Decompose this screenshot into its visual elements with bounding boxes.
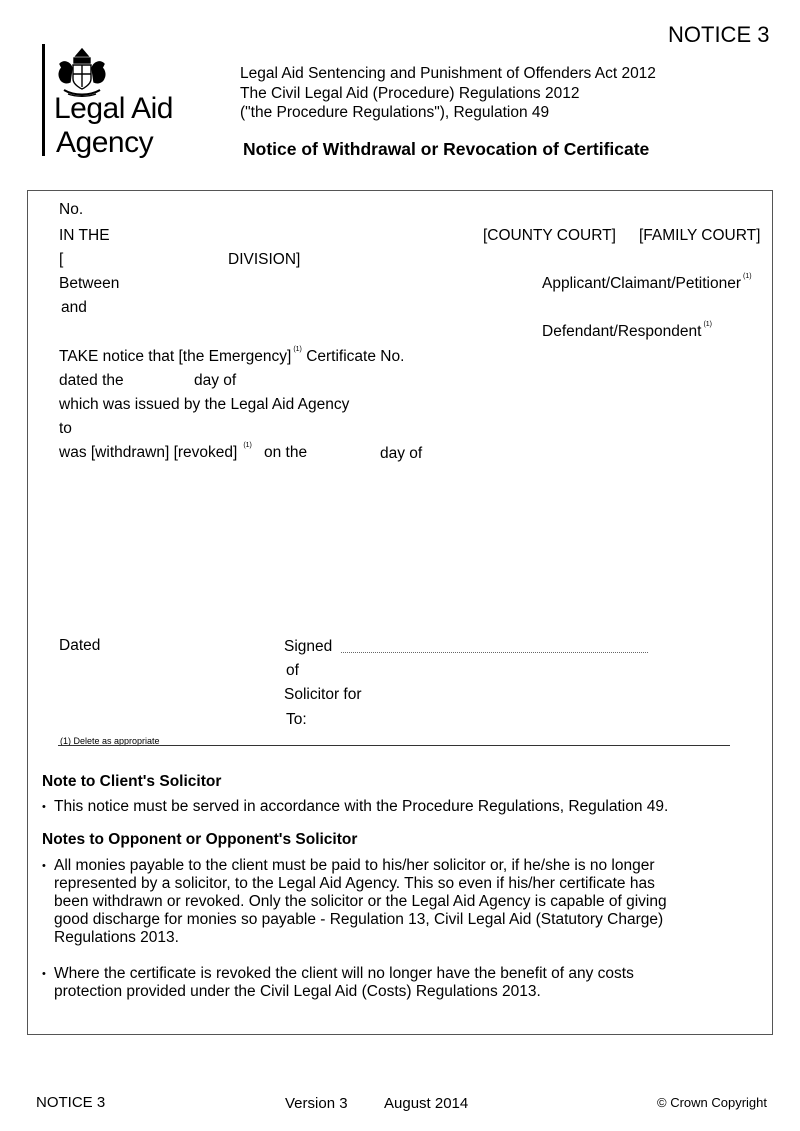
bullet-icon: • <box>42 968 46 980</box>
footnote-marker: (1) <box>743 273 752 280</box>
defendant-label <box>542 323 712 341</box>
client-note-heading: Note to Client's Solicitor <box>42 773 222 790</box>
applicant-label <box>542 275 752 293</box>
bullet-icon: • <box>42 801 46 813</box>
signature-line[interactable] <box>341 652 648 653</box>
in-the-label: IN THE <box>59 227 110 244</box>
certificate-no-label: Certificate No. <box>306 348 405 365</box>
dated-label: Dated <box>59 637 101 654</box>
footer-copyright: © Crown Copyright <box>657 1095 768 1110</box>
royal-crest-icon <box>54 46 110 98</box>
case-number-label: No. <box>59 201 84 218</box>
footnote-marker: (1) <box>703 321 712 328</box>
footnote: (1) Delete as appropriate <box>60 736 160 746</box>
note-text: All monies payable to the client must be paid to his/her solicitor or, if he/she is no longer represented by a solicitor, to the Legal Aid Agency. This so even if his/her certificate has been withdrawn or revoked. Only the solicitor or the Legal Aid Agency is capable of giving good discharge for monies so payable - Regulation 13, Civil Legal Aid (Statutory Charge) Regulations 2013. <box>54 857 667 946</box>
dated-the-label: dated the <box>59 372 124 389</box>
withdrawn-line <box>59 444 252 462</box>
day-of-label: day of <box>194 372 237 389</box>
division-label: DIVISION] <box>228 251 301 268</box>
note-text: This notice must be served in accordance with the Procedure Regulations, Regulation 49. <box>54 798 669 815</box>
on-the-label: on the <box>264 444 308 461</box>
solicitor-for-label: Solicitor for <box>284 686 362 703</box>
logo-text-line1: Legal Aid <box>54 92 173 125</box>
logo-text-line2: Agency <box>56 126 154 159</box>
issued-by-text: which was issued by the Legal Aid Agency <box>59 396 350 413</box>
notice-number: NOTICE 3 <box>668 22 770 47</box>
logo-bar <box>42 44 45 156</box>
list-item <box>42 965 742 1005</box>
footnote-marker: (1) <box>293 346 302 353</box>
division-bracket: [ <box>59 251 64 268</box>
take-notice-line <box>59 348 404 366</box>
list-item <box>42 857 742 952</box>
between-label: Between <box>59 275 120 292</box>
to-recipient-label: To: <box>286 711 307 728</box>
county-court-option: [COUNTY COURT] <box>483 227 616 244</box>
signed-label: Signed <box>284 638 333 655</box>
bullet-icon: • <box>42 860 46 872</box>
note-text: Where the certificate is revoked the client will no longer have the benefit of any costs protection provided under the Civil Legal Aid (Costs) Regulations 2013. <box>54 965 634 1000</box>
footer-version: Version 3 <box>285 1095 348 1112</box>
opponent-note-heading: Notes to Opponent or Opponent's Solicitor <box>42 831 358 848</box>
act-line: Legal Aid Sentencing and Punishment of Offenders Act 2012 <box>240 65 656 82</box>
act-line: ("the Procedure Regulations"), Regulation 49 <box>240 104 550 121</box>
and-label: and <box>61 299 87 316</box>
of-label: of <box>286 662 299 679</box>
document-title: Notice of Withdrawal or Revocation of Certificate <box>243 139 650 159</box>
footer-notice-label: NOTICE 3 <box>36 1094 106 1111</box>
applicant-text: Applicant/Claimant/Petitioner <box>542 275 742 292</box>
act-line: The Civil Legal Aid (Procedure) Regulations 2012 <box>240 84 580 102</box>
family-court-option: [FAMILY COURT] <box>639 227 761 244</box>
act-references <box>240 64 656 123</box>
footnote-marker: (1) <box>243 442 252 449</box>
legal-aid-agency-logo <box>42 44 182 162</box>
footer-date: August 2014 <box>384 1095 469 1112</box>
take-notice-text: TAKE notice that [the Emergency] <box>59 348 292 365</box>
withdrawn-revoked-text: was [withdrawn] [revoked] <box>59 444 238 461</box>
footnote-divider <box>58 745 730 746</box>
list-item <box>42 798 742 818</box>
defendant-text: Defendant/Respondent <box>542 323 702 340</box>
day-of-label-2: day of <box>380 445 423 462</box>
to-label: to <box>59 420 72 437</box>
